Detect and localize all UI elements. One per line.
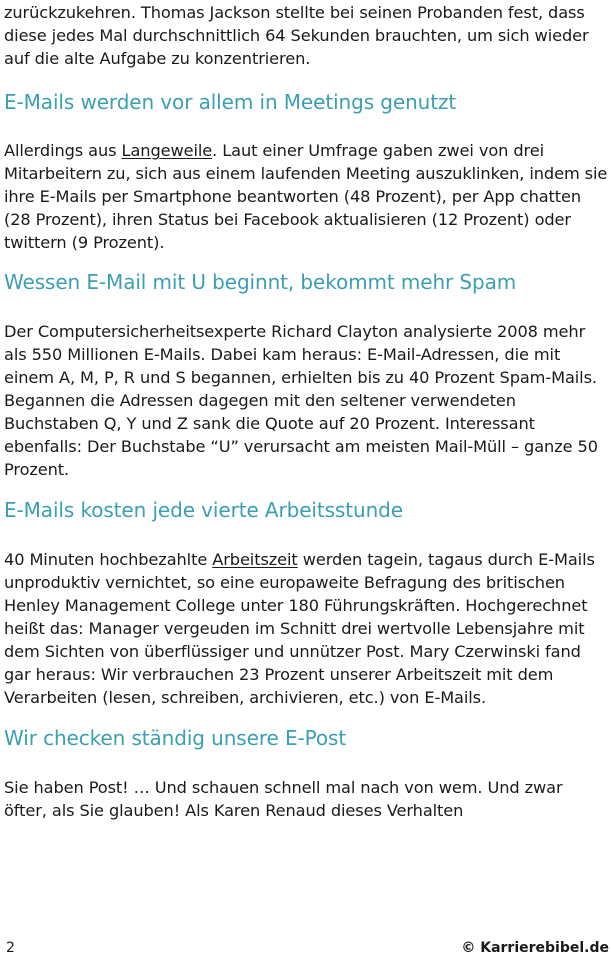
paragraph-meetings bbox=[4, 139, 610, 254]
page-number: 2 bbox=[6, 940, 15, 956]
paragraph-meetings-start: Allerdings aus bbox=[4, 141, 122, 160]
section-heading-e-post: Wir checken ständig unsere E-Post bbox=[4, 726, 347, 750]
paragraph-arbeitsstunde-rest: werden tagein, tagaus durch E-Mails unproduktiv vernichtet, so eine europaweite Befragung des britischen Henley Management College unter 180 Führungskräften. Hochgerechnet heißt das: Manager vergeuden im Schnitt drei wertvolle Lebensjahre mit dem Sichten von überflüssiger und unnützer Post. Mary Czerwinski fand gar heraus: Wir verbrauchen 23 Prozent unserer Arbeitszeit mit dem Verarbeiten (lesen, schreiben, archivieren, etc.) von E-Mails. bbox=[4, 550, 595, 707]
section-heading-spam: Wessen E-Mail mit U beginnt, bekommt mehr Spam bbox=[4, 270, 517, 294]
document-body bbox=[4, 0, 610, 822]
section-heading-arbeitsstunde: E-Mails kosten jede vierte Arbeitsstunde bbox=[4, 498, 403, 522]
page-footer bbox=[0, 938, 611, 960]
paragraph-spam: Der Computersicherheitsexperte Richard Clayton analysierte 2008 mehr als 550 Millionen E-Mails. Dabei kam heraus: E-Mail-Adressen, die mit einem A, M, P, R und S begannen, erhielten bis zu 40 Prozent Spam-Mails. Begannen die Adressen dagegen mit den seltener verwendeten Buchstaben Q, Y und Z sank die Quote auf 20 Prozent. Interessant ebenfalls: Der Buchstabe “U” verursacht am meisten Mail-Müll – ganze 50 Prozent. bbox=[4, 322, 598, 479]
paragraph-meetings-rest: . Laut einer Umfrage gaben zwei von drei Mitarbeitern zu, sich aus einem laufenden Meeting auszuklinken, indem sie ihre E-Mails per Smartphone beantworten (48 Prozent), per App chatten (28 Prozent), ihren Status bei Facebook aktualisieren (12 Prozent) oder twittern (9 Prozent). bbox=[4, 141, 608, 252]
copyright-notice: © Karrierebibel.de bbox=[461, 940, 609, 956]
paragraph-arbeitsstunde-start: 40 Minuten hochbezahlte bbox=[4, 550, 213, 569]
paragraph-arbeitsstunde bbox=[4, 548, 610, 709]
intro-paragraph: zurückzukehren. Thomas Jackson stellte bei seinen Probanden fest, dass diese jedes Mal durchschnittlich 64 Sekunden brauchten, um sich wieder auf die alte Aufgabe zu konzentrieren. bbox=[4, 3, 589, 68]
paragraph-e-post: Sie haben Post! … Und schauen schnell mal nach von wem. Und zwar öfter, als Sie glauben! Als Karen Renaud dieses Verhalten bbox=[4, 778, 563, 820]
link-langeweile[interactable]: Langeweile bbox=[121, 141, 213, 160]
section-heading-meetings: E-Mails werden vor allem in Meetings genutzt bbox=[4, 90, 457, 114]
link-arbeitszeit[interactable]: Arbeitszeit bbox=[212, 550, 298, 569]
